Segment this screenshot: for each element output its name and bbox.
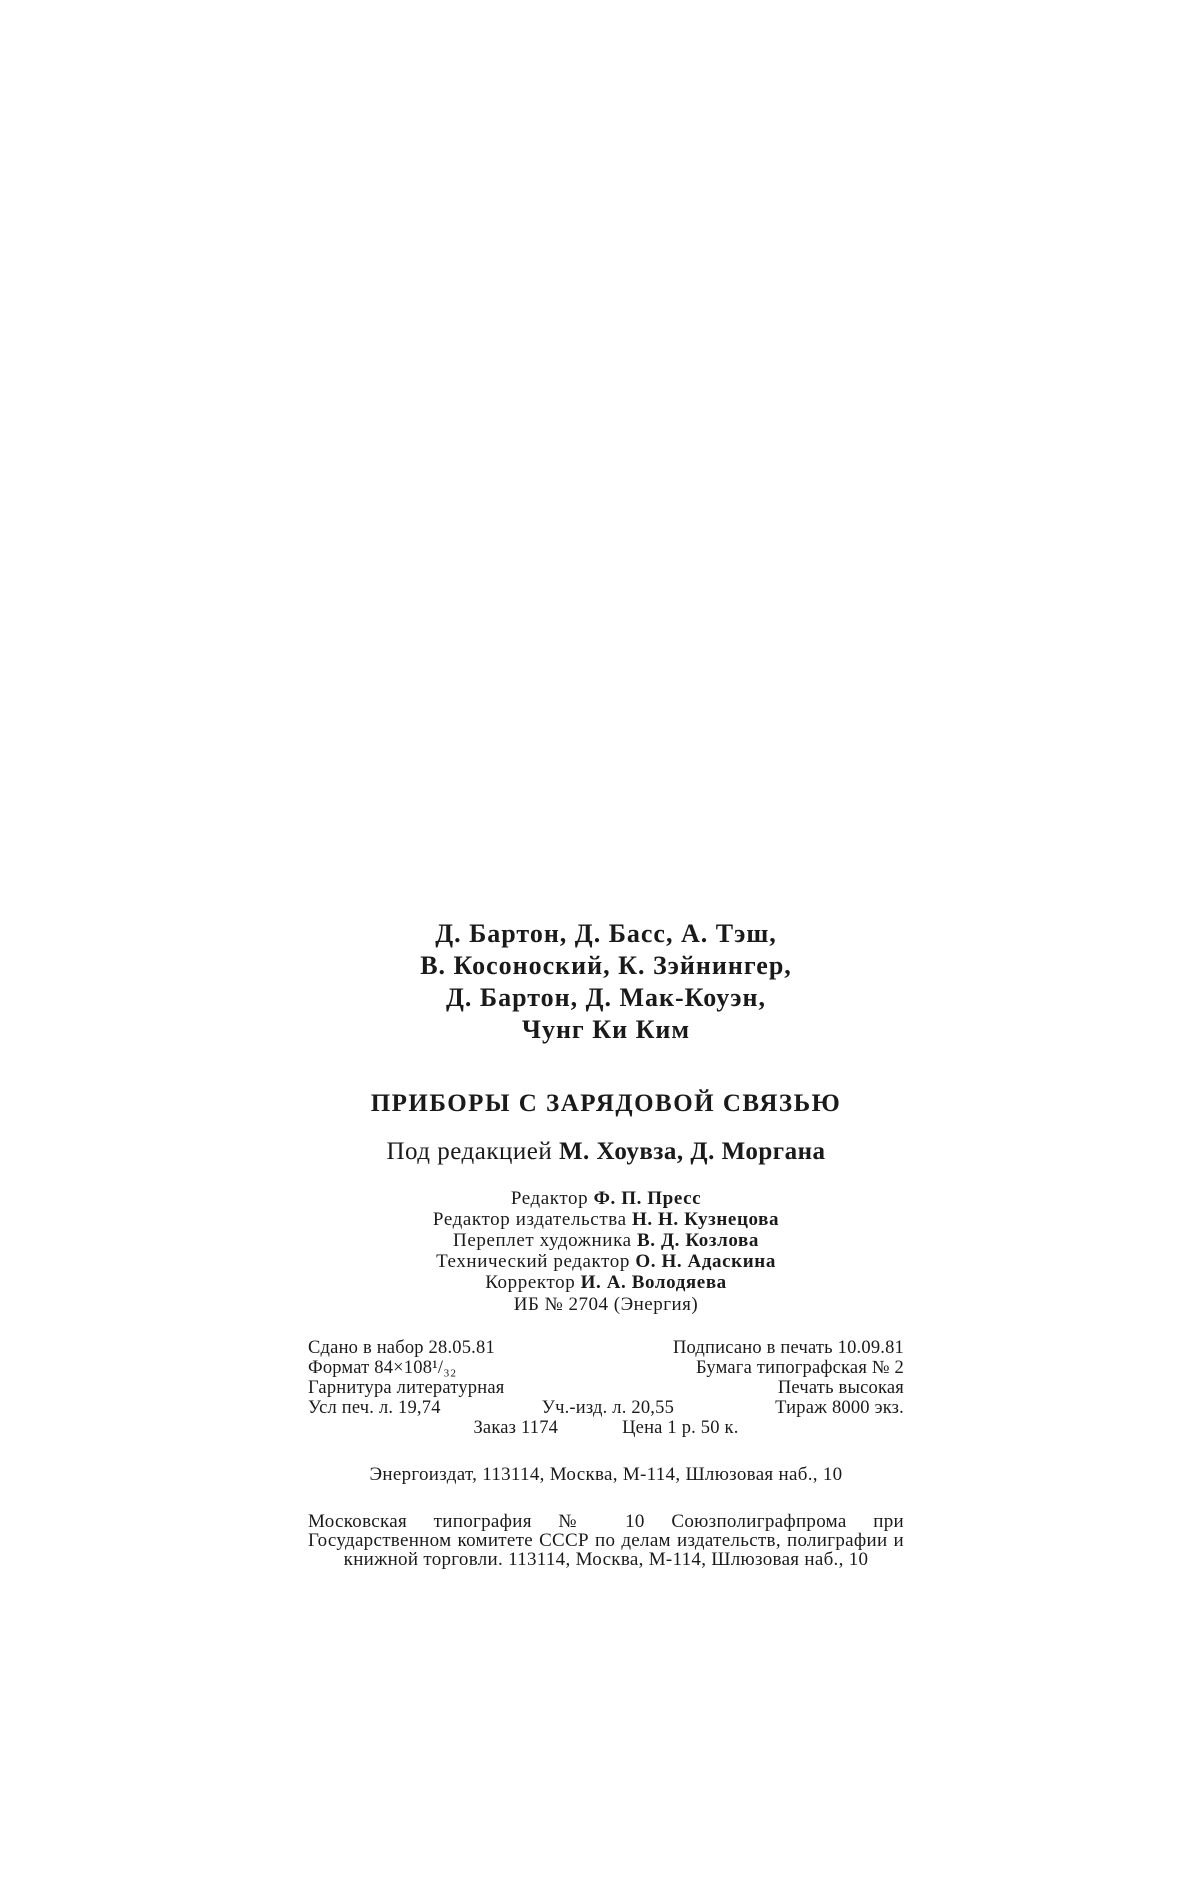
publisher-address: Энергоиздат, 113114, Москва, М-114, Шлюзовая наб., 10	[369, 1464, 843, 1485]
sent-to-typesetting: Сдано в набор 28.05.81	[308, 1338, 495, 1358]
printed-sheets: Усл печ. л. 19,74	[308, 1398, 441, 1418]
staff-role: Редактор	[510, 1188, 589, 1209]
typeface: Гарнитура литературная	[308, 1378, 505, 1398]
authors-line: Д. Бартон, Д. Мак-Коуэн,	[446, 983, 766, 1012]
staff-name: Ф. П. Пресс	[593, 1188, 702, 1209]
publication-row	[308, 1358, 904, 1378]
format: Формат 84×108¹/₃₂	[308, 1358, 457, 1378]
staff-name: В. Д. Козлова	[637, 1230, 759, 1251]
authors-line: В. Косоноский, К. Зэйнингер,	[420, 951, 792, 980]
edited-by	[300, 1138, 912, 1166]
edited-by-names: М. Хоувза, Д. Моргана	[558, 1138, 826, 1165]
price: Цена 1 р. 50 к.	[622, 1418, 739, 1438]
edited-by-prefix: Под редакцией	[386, 1138, 553, 1165]
publication-row	[308, 1378, 904, 1398]
publication-row	[308, 1398, 904, 1418]
staff-name: И. А. Володяева	[580, 1272, 727, 1293]
staff-line	[300, 1251, 912, 1272]
staff-line	[300, 1230, 912, 1251]
publication-row	[308, 1418, 904, 1438]
staff-role: Технический редактор	[436, 1251, 630, 1272]
staff-role: Переплет художника	[453, 1230, 632, 1251]
publication-data	[308, 1338, 904, 1438]
staff-block	[300, 1188, 912, 1293]
publisher-sheets: Уч.-изд. л. 20,55	[541, 1398, 675, 1418]
order-number: Заказ 1174	[473, 1418, 559, 1438]
paper: Бумага типографская № 2	[696, 1358, 904, 1378]
staff-name: Н. Н. Кузнецова	[631, 1209, 780, 1230]
staff-name: О. Н. Адаскина	[635, 1251, 776, 1272]
colophon	[300, 918, 912, 1569]
print-run: Тираж 8000 экз.	[775, 1398, 904, 1418]
authors-block	[300, 918, 912, 1046]
print-method: Печать высокая	[777, 1378, 904, 1398]
staff-line	[300, 1209, 912, 1230]
authors-line: Чунг Ки Ким	[521, 1015, 691, 1044]
authors-line: Д. Бартон, Д. Басс, А. Тэш,	[435, 919, 777, 948]
book-title: ПРИБОРЫ С ЗАРЯДОВОЙ СВЯЗЬЮ	[370, 1090, 842, 1117]
staff-line	[300, 1272, 912, 1293]
signed-to-print: Подписано в печать 10.09.81	[672, 1338, 904, 1358]
ib-number: ИБ № 2704 (Энергия)	[513, 1294, 699, 1315]
printer-address: Московская типография № 10 Союзполиграфпрома при Государственном комитете СССР по делам издательств, полиграфии и книжной торговли. 113114, Москва, М-114, Шлюзовая наб., 10	[308, 1511, 904, 1570]
staff-role: Редактор издательства	[432, 1209, 627, 1230]
publication-row	[308, 1338, 904, 1358]
staff-line	[300, 1188, 912, 1209]
staff-role: Корректор	[485, 1272, 576, 1293]
